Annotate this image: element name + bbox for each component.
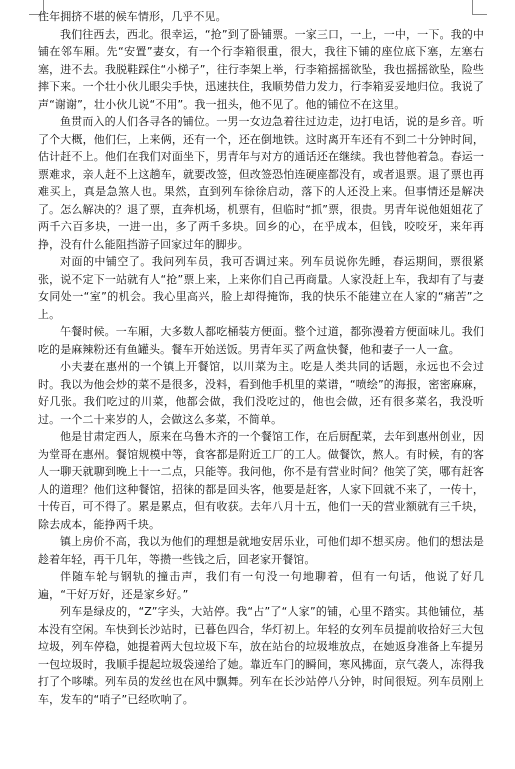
paragraph: 小夫妻在惠州的一个镇上开餐馆，以川菜为主。吃是人类共同的话题，永远也不会过时。我以为他会炒的菜不是很多，没料，看到他手机里的菜谱，“喷绘”的海报，密密麻麻，好几张。我们吃过的川菜，他都会做，我们没吃过的，他也会做，还有很多菜名，我没听过。一个二十来岁的人，会做这么多菜，不简单。 <box>38 360 484 426</box>
paragraph: 住年拥挤不堪的候车情形，几乎不见。 <box>38 10 227 23</box>
paragraph: 午餐时候。一车厢，大多数人都吃桶装方便面。整个过道，都弥漫着方便面味儿。我们吃的是麻辣粉还有鱼罐头。餐车开始送饭。男青年买了两盒快餐，他和妻子一人一盒。 <box>38 325 484 356</box>
paragraph: 伴随车轮与钢轨的撞击声，我们有一句没一句地聊着，但有一句话，他说了好几遍，“干好万好，还是家乡好。” <box>38 570 484 601</box>
article-body <box>38 8 484 708</box>
paragraph: 鱼贯而入的人们各寻各的铺位。一男一女边急着往过边走，边打电话，说的是乡音。听了个大概，他们仨，上来俩，还有一个，还在倒地铁。这时离开车还有不到二十分钟时间，估计赶不上。他们在我们对面坐下，男青年与对方的通话还在继续。我也替他着急。春运一票难求，亲人赶不上这趟车，就要改签，但改签恐怕连硬座都没有，或者退票。退了票也再难买上，真是急煞人也。果然，直到列车徐徐启动，落下的人还没上来。但事情还是解决了。怎么解决的？退了票，直奔机场，机票有，但临时“抓”票，很贵。男青年说他姐姐花了两千六百多块，一进一出，多了两千多块。回乡的心，在乎成本，但钱，咬咬牙，来年再挣，没有什么能阻挡游子回家过年的脚步。 <box>38 115 484 251</box>
paragraph: 列车是绿皮的，“Z”字头，大站停。我“占”了“人家”的铺，心里不踏实。其他铺位，基本没有空闲。车快到长沙站时，已暮色四合，华灯初上。年轻的女列车员提前收拾好三大包垃圾，列车停稳，她提着两大包垃圾下车，放在站台的垃圾堆放点，在她返身准备上车提另一包垃圾时，我顺手提起垃圾袋递给了她。靠近车门的瞬间，寒风拂面，京气袭人，冻得我打了个哆嗦。列车员的发丝也在风中飘舞。列车在长沙站停八分钟，时间很短。列车员刚上车，发车的“哨子”已经吹响了。 <box>38 605 484 706</box>
paragraph: 他是甘肃定西人，原来在乌鲁木齐的一个餐馆工作，在后厨配菜，去年到惠州创业，因为堂哥在惠州。餐馆规模中等，食客都是附近工厂的工人。做餐饮，熬人。有时候，有的客人一聊天就聊到晚上十一二点，只能等。我问他，你不是有营业时间？他笑了笑，哪有赶客人的道理？他们这种餐馆，招徕的都是回头客，他要是赶客，人家下回就不来了，一传十，十传百，可不得了。累是累点，但有收获。去年八月十五，他们一天的营业额就有三千块，除去成本，能挣两千块。 <box>38 430 484 531</box>
paragraph: 镇上房价不高，我以为他们的理想是就地安居乐业，可他们却不想买房。他们的想法是趁着年轻，再干几年，等攒一些钱之后，回老家开餐馆。 <box>38 535 484 566</box>
paragraph: 我们往西去，西北。很幸运，“抢”到了卧铺票。一家三口，一上，一中，一下。我的中铺在邻车厢。先“安置”妻女，有一个行李箱很重，很大，我往下铺的座位底下塞，左塞右塞，进不去。我脱鞋踩住“小梯子”，往行李架上举，行李箱摇摇欲坠，我也摇摇欲坠，险些摔下来。一个壮小伙儿眼尖手快，迅速扶住，我顺势借力发力，行李箱妥妥地归位。我说了声“谢谢”，壮小伙儿说“不用”。我一扭头，他不见了。他的铺位不在这里。 <box>38 27 484 111</box>
paragraph: 对面的中铺空了。我问列车员，我可否调过来。列车员说你先睡，春运期间，票很紧张，说不定下一站就有人“抢”票上来，上来你们自己再商量。人家没赶上车，我却有了与妻女同处一“室”的机会。我心里高兴，脸上却得掩饰，我的快乐不能建立在人家的“痛苦”之上。 <box>38 255 484 321</box>
